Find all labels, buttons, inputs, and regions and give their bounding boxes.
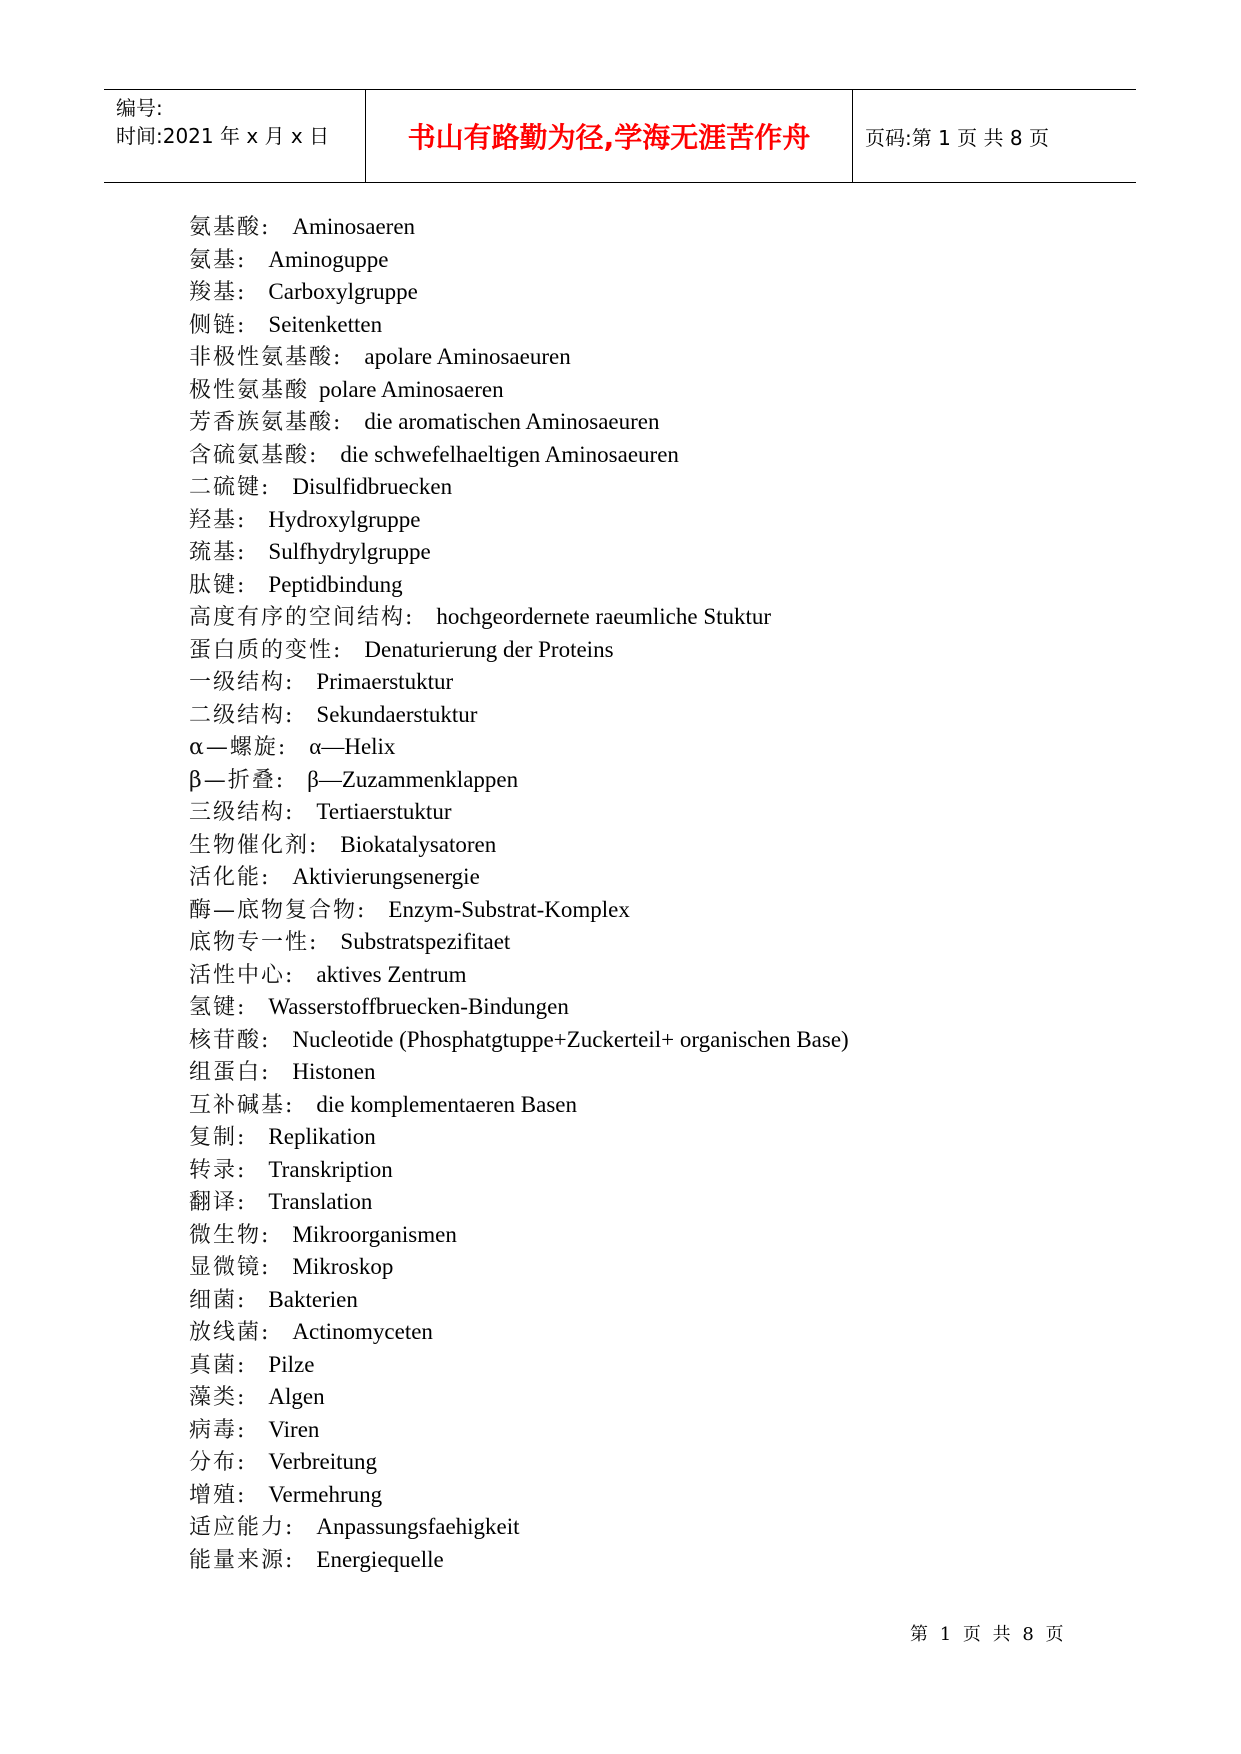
entry-chinese-term: 氨基: [189, 247, 247, 273]
entry-chinese-term: 二硫键: [189, 475, 271, 500]
entry-german-term: die aromatischen Aminosaeuren [364, 409, 660, 434]
vocabulary-entry [189, 1284, 849, 1317]
entry-german-term: polare Aminosaeren [319, 376, 504, 402]
entry-german-term: Histonen [292, 1059, 376, 1084]
entry-german-term: Carboxylgruppe [268, 279, 418, 304]
vocabulary-entry [189, 601, 849, 634]
entry-german-term: Sekundaerstuktur [316, 701, 478, 727]
vocabulary-entry [189, 1479, 849, 1512]
vocabulary-entry [189, 1544, 849, 1577]
entry-chinese-term: 芳香族氨基酸: [189, 410, 343, 435]
vocabulary-entry [189, 829, 849, 862]
vocabulary-entry [189, 1511, 849, 1544]
entry-chinese-term: 互补碱基: [189, 1092, 295, 1118]
vocabulary-entry [189, 1251, 849, 1284]
vocabulary-entry [189, 374, 849, 407]
entry-chinese-term: 翻译: [189, 1190, 247, 1215]
entry-chinese-term: 适应能力: [189, 1515, 295, 1540]
vocabulary-entry [189, 439, 849, 472]
entry-german-term: Aminoguppe [268, 246, 389, 272]
entry-german-term: die komplementaeren Basen [316, 1091, 577, 1117]
header-page-cell [853, 90, 1136, 182]
vocabulary-entry [189, 1024, 849, 1057]
page-footer [910, 1620, 1067, 1646]
vocabulary-entry [189, 471, 849, 504]
vocabulary-entry [189, 341, 849, 374]
entry-german-term: Replikation [268, 1124, 376, 1149]
entry-chinese-term: 核苷酸: [189, 1027, 271, 1053]
vocabulary-entry [189, 764, 849, 797]
entry-german-term: Wasserstoffbruecken-Bindungen [268, 994, 569, 1019]
header-motto-cell [366, 90, 853, 182]
vocabulary-entry [189, 504, 849, 537]
entry-chinese-term: 复制: [189, 1125, 247, 1150]
vocabulary-entry [189, 309, 849, 342]
entry-german-term: Mikroskop [292, 1254, 394, 1279]
entry-german-term: Verbreitung [268, 1449, 377, 1474]
vocabulary-entry [189, 731, 849, 764]
entry-chinese-term: 非极性氨基酸: [189, 345, 343, 370]
vocabulary-entry [189, 569, 849, 602]
entry-german-term: Aminosaeren [292, 214, 416, 239]
vocabulary-entry [189, 1121, 849, 1154]
entry-chinese-term: 蛋白质的变性: [189, 637, 343, 663]
entry-german-term: Algen [268, 1384, 325, 1409]
entry-chinese-term: 肽键: [189, 572, 247, 598]
vocabulary-entry [189, 1381, 849, 1414]
entry-chinese-term: 酶—底物复合物: [189, 897, 367, 923]
vocabulary-entry [189, 861, 849, 894]
entry-chinese-term: 侧链: [189, 312, 247, 338]
entry-german-term: die schwefelhaeltigen Aminosaeuren [340, 441, 679, 467]
entry-chinese-term: 病毒: [189, 1417, 247, 1443]
entry-chinese-term: 藻类: [189, 1385, 247, 1410]
entry-german-term: β—Zuzammenklappen [307, 766, 519, 792]
vocabulary-entry [189, 1056, 849, 1089]
document-header [104, 89, 1136, 183]
header-meta-cell [104, 90, 366, 182]
date-label: 时间:2021 年 x 月 x 日 [116, 124, 330, 148]
vocabulary-entry [189, 1219, 849, 1252]
entry-chinese-term: 活性中心: [189, 962, 295, 988]
entry-chinese-term: 羟基: [189, 507, 247, 533]
vocabulary-entry [189, 1446, 849, 1479]
entry-german-term: Tertiaerstuktur [316, 799, 452, 824]
entry-german-term: Disulfidbruecken [292, 474, 453, 499]
entry-chinese-term: 组蛋白: [189, 1060, 271, 1085]
entry-german-term: Substratspezifitaet [340, 929, 511, 954]
entry-chinese-term: 巯基: [189, 540, 247, 565]
vocabulary-entry [189, 536, 849, 569]
entry-german-term: Anpassungsfaehigkeit [316, 1514, 520, 1539]
entry-chinese-term: 微生物: [189, 1222, 271, 1248]
entry-german-term: apolare Aminosaeuren [364, 344, 571, 369]
vocabulary-entry [189, 634, 849, 667]
entry-chinese-term: 显微镜: [189, 1255, 271, 1280]
entry-german-term: Seitenketten [268, 311, 383, 337]
entry-chinese-term: 能量来源: [189, 1547, 295, 1573]
entry-chinese-term: 氢键: [189, 995, 247, 1020]
entry-german-term: Pilze [268, 1351, 315, 1377]
entry-german-term: Nucleotide (Phosphatgtuppe+Zuckerteil+ organischen Base) [292, 1026, 849, 1052]
motto-text: 书山有路勤为径,学海无涯苦作舟 [407, 121, 811, 154]
entry-german-term: Actinomyceten [292, 1319, 433, 1344]
entry-chinese-term: 活化能: [189, 865, 271, 890]
vocabulary-entry [189, 796, 849, 829]
vocabulary-entry [189, 211, 849, 244]
entry-chinese-term: 羧基: [189, 280, 247, 305]
entry-german-term: α—Helix [309, 734, 396, 759]
vocabulary-entry [189, 894, 849, 927]
vocabulary-entry [189, 959, 849, 992]
entry-german-term: Aktivierungsenergie [292, 864, 480, 889]
entry-german-term: Transkription [268, 1156, 393, 1182]
vocabulary-entry [189, 1414, 849, 1447]
entry-german-term: aktives Zentrum [316, 961, 467, 987]
entry-chinese-term: 一级结构: [189, 670, 295, 695]
entry-chinese-term: 分布: [189, 1450, 247, 1475]
entry-chinese-term: 含硫氨基酸: [189, 442, 319, 468]
entry-german-term: Peptidbindung [268, 571, 403, 597]
entry-chinese-term: α—螺旋: [189, 735, 288, 760]
entry-chinese-term: 转录: [189, 1157, 247, 1183]
vocabulary-entry [189, 276, 849, 309]
entry-german-term: Mikroorganismen [292, 1221, 457, 1247]
vocabulary-list [189, 211, 849, 1576]
entry-german-term: Hydroxylgruppe [268, 506, 421, 532]
entry-chinese-term: 细菌: [189, 1287, 247, 1313]
vocabulary-entry [189, 1154, 849, 1187]
entry-german-term: hochgeordernete raeumliche Stuktur [436, 604, 772, 629]
entry-chinese-term: 极性氨基酸 [189, 377, 310, 403]
entry-german-term: Sulfhydrylgruppe [268, 539, 431, 564]
entry-german-term: Primaerstuktur [316, 669, 454, 694]
entry-chinese-term: 氨基酸: [189, 215, 271, 240]
vocabulary-entry [189, 1349, 849, 1382]
entry-chinese-term: 真菌: [189, 1352, 247, 1378]
entry-german-term: Energiequelle [316, 1546, 444, 1572]
entry-chinese-term: 二级结构: [189, 702, 295, 728]
page-label: 页码:第 1 页 共 8 页 [865, 125, 1049, 150]
entry-german-term: Denaturierung der Proteins [364, 636, 614, 662]
entry-german-term: Bakterien [268, 1286, 358, 1312]
entry-chinese-term: 生物催化剂: [189, 832, 319, 858]
entry-chinese-term: 放线菌: [189, 1320, 271, 1345]
vocabulary-entry [189, 926, 849, 959]
entry-chinese-term: β—折叠: [189, 767, 286, 793]
entry-chinese-term: 增殖: [189, 1482, 247, 1508]
entry-german-term: Enzym-Substrat-Komplex [388, 896, 630, 922]
entry-chinese-term: 底物专一性: [189, 930, 319, 955]
vocabulary-entry [189, 244, 849, 277]
entry-chinese-term: 三级结构: [189, 800, 295, 825]
number-label: 编号: [116, 96, 163, 120]
vocabulary-entry [189, 991, 849, 1024]
vocabulary-entry [189, 699, 849, 732]
entry-german-term: Vermehrung [268, 1481, 383, 1507]
entry-german-term: Viren [268, 1416, 320, 1442]
entry-german-term: Translation [268, 1189, 373, 1214]
vocabulary-entry [189, 406, 849, 439]
entry-german-term: Biokatalysatoren [340, 831, 497, 857]
vocabulary-entry [189, 1316, 849, 1349]
vocabulary-entry [189, 1186, 849, 1219]
vocabulary-entry [189, 1089, 849, 1122]
footer-page-number: 第 1 页 共 8 页 [910, 1624, 1067, 1645]
vocabulary-entry [189, 666, 849, 699]
entry-chinese-term: 高度有序的空间结构: [189, 605, 415, 630]
